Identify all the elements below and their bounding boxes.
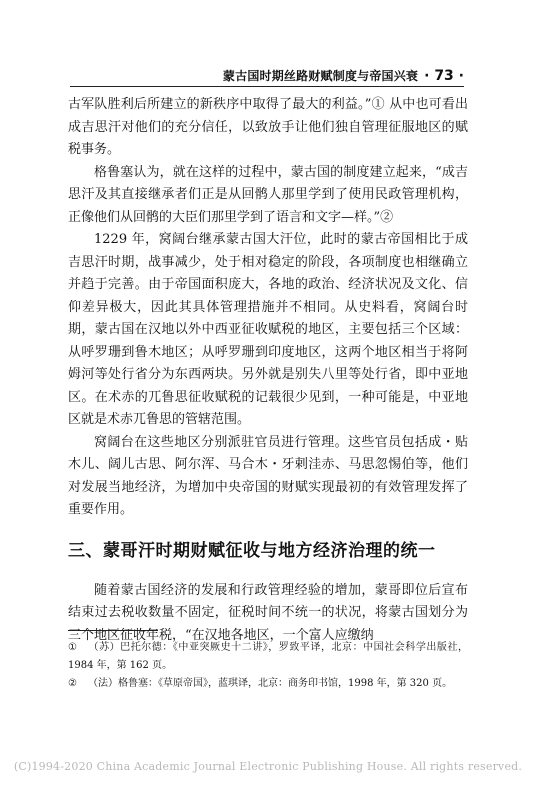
page-number: · 73 · [424, 68, 464, 84]
paragraph: 格鲁塞认为，就在这样的过程中，蒙古国的制度建立起来，“成吉思汗及其直接继承者们正是从回鹘人那里学到了使用民政管理机构，正像他们从回鹘的大臣们那里学到了语言和文字—样。”② [68, 164, 468, 225]
paragraph: 古军队胜利后所建立的新秩序中取得了最大的利益。”① 从中也可看出成吉思汗对他们的充分信任，以致放手让他们独自管理征服地区的赋税事务。 [68, 97, 468, 157]
footnote-text: （法）格鲁塞：《草原帝国》，蓝琪译，北京：商务印书馆，1998 年，第 320 页。 [88, 678, 453, 689]
footnotes [68, 630, 468, 693]
paragraph: 窝阔台在这些地区分别派驻官员进行管理。这些官员包括成・贴木儿、阔儿古思、阿尔浑、马合木・牙剌洼赤、马思忽惕伯等，他们对发展当地经济，为增加中央帝国的财赋实现最初的有效管理发挥了重要作用。 [68, 434, 468, 517]
running-header-title: 蒙古国时期丝路财赋制度与帝国兴衰 [222, 69, 419, 83]
section-heading: 三、蒙哥汗时期财赋征收与地方经济治理的统一 [68, 540, 436, 561]
body-text [68, 94, 468, 647]
footnote-marker: ① [68, 642, 77, 653]
footnote-rule [68, 630, 158, 631]
copyright-watermark: (C)1994-2020 China Academic Journal Electronic Publishing House. All rights reserved. [13, 760, 523, 773]
footnote [68, 639, 468, 675]
footnote-marker: ② [68, 678, 77, 689]
running-header [70, 60, 464, 87]
footnote-text: （苏）巴托尔德：《中亚突厥史十二讲》，罗致平译，北京：中国社会科学出版社，1984 年，第 162 页。 [68, 642, 468, 671]
paragraph: 1229 年，窝阔台继承蒙古国大汗位，此时的蒙古帝国相比于成吉思汗时期，战事减少，处于相对稳定的阶段，各项制度也相继确立并趋于完善。由于帝国面积庞大，各地的政治、经济状况及文化、信仰差异极大，因此其具体管理措施并不相同。从史料看，窝阔台时期，蒙古国在汉地以外中西亚征收赋税的地区，主要包括三个区域：从呼罗珊到鲁木地区；从呼罗珊到印度地区，这两个地区相当于将阿姆河等处行省分为东西两块。另外就是别失八里等处行省，即中亚地区。在术赤的兀鲁思征收赋税的记载很少见到，一种可能是，中亚地区就是术赤兀鲁思的管辖范围。 [68, 232, 468, 427]
paragraph: 随着蒙古国经济的发展和行政管理经验的增加，蒙哥即位后宣布结束过去税收数量不固定，征税时间不统一的状况，将蒙古国划分为三个地区征收年税，“在汉地各地区，一个富人应缴纳 [68, 582, 468, 643]
footnote [68, 675, 468, 693]
